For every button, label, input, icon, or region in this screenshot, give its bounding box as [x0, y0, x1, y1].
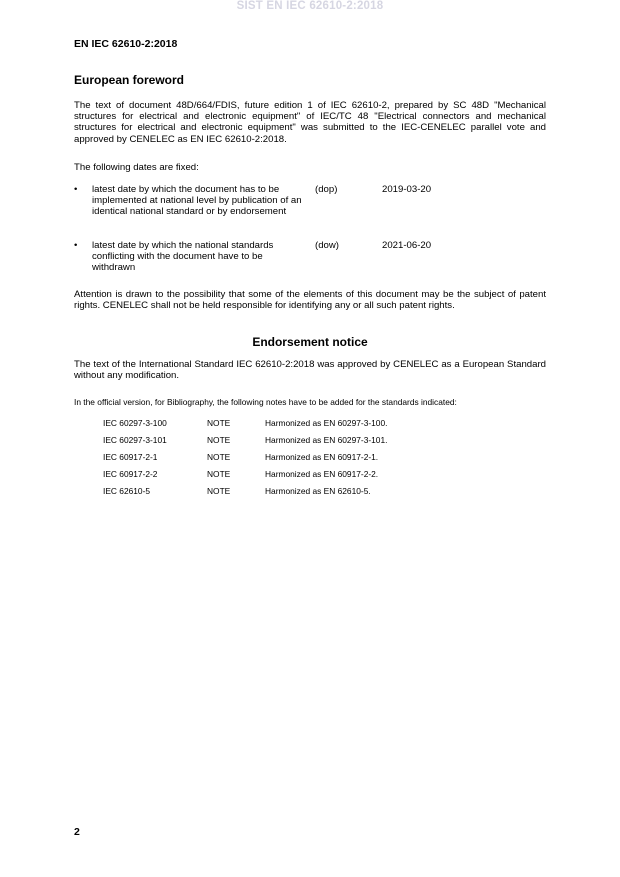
- list-item: [103, 452, 503, 469]
- bullet-icon: •: [74, 184, 78, 195]
- date-item-dop: [74, 184, 546, 240]
- list-item: [103, 418, 503, 435]
- note-label: NOTE: [207, 469, 231, 479]
- watermark-text: SIST EN IEC 62610-2:2018: [236, 0, 384, 12]
- bibliography-intro: In the official version, for Bibliography, the following notes have to be added for the standards indicated:: [74, 397, 457, 407]
- note-label: NOTE: [207, 418, 231, 428]
- date-description: latest date by which the document has to be implemented at national level by publication of an identical national standard or by endorsement: [92, 184, 302, 218]
- endorsement-paragraph: The text of the International Standard IEC 62610-2:2018 was approved by CENELEC as a European Standard without any modification.: [74, 359, 546, 382]
- european-foreword-heading: European foreword: [74, 73, 185, 87]
- standard-reference: IEC 60917-2-2: [103, 469, 158, 479]
- bibliography-notes-list: [103, 418, 503, 503]
- standard-reference: IEC 60297-3-101: [103, 435, 167, 445]
- dates-intro: The following dates are fixed:: [74, 162, 199, 173]
- note-label: NOTE: [207, 486, 231, 496]
- document-id-header: EN IEC 62610-2:2018: [74, 38, 178, 50]
- date-abbreviation: (dow): [315, 240, 339, 251]
- page-number: 2: [74, 826, 80, 838]
- foreword-paragraph: The text of document 48D/664/FDIS, future edition 1 of IEC 62610-2, prepared by SC 48D "Mechanical structures for electrical and electronic equipment" of IEC/TC 48 "Electrical connectors and mechanical structures for electrical and electronic equipment" was submitted to the IEC-CENELEC parallel vote and approved by CENELEC as EN IEC 62610-2:2018.: [74, 100, 546, 145]
- list-item: [103, 469, 503, 486]
- date-item-dow: [74, 240, 546, 284]
- list-item: [103, 486, 503, 503]
- bullet-icon: •: [74, 240, 78, 251]
- harmonized-text: Harmonized as EN 60297-3-101.: [265, 435, 388, 445]
- standard-reference: IEC 62610-5: [103, 486, 151, 496]
- harmonized-text: Harmonized as EN 60297-3-100.: [265, 418, 388, 428]
- standard-reference: IEC 60297-3-100: [103, 418, 167, 428]
- note-label: NOTE: [207, 435, 231, 445]
- date-description: latest date by which the national standards conflicting with the document have to be withdrawn: [92, 240, 274, 274]
- dates-list: [74, 184, 546, 284]
- date-value: 2021-06-20: [382, 240, 432, 251]
- patent-attention-paragraph: Attention is drawn to the possibility that some of the elements of this document may be the subject of patent rights. CENELEC shall not be held responsible for identifying any or all such patent rights.: [74, 289, 546, 312]
- note-label: NOTE: [207, 452, 231, 462]
- standard-reference: IEC 60917-2-1: [103, 452, 158, 462]
- harmonized-text: Harmonized as EN 62610-5.: [265, 486, 371, 496]
- date-value: 2019-03-20: [382, 184, 432, 195]
- harmonized-text: Harmonized as EN 60917-2-2.: [265, 469, 379, 479]
- endorsement-notice-heading: Endorsement notice: [252, 335, 368, 349]
- list-item: [103, 435, 503, 452]
- date-abbreviation: (dop): [315, 184, 338, 195]
- harmonized-text: Harmonized as EN 60917-2-1.: [265, 452, 379, 462]
